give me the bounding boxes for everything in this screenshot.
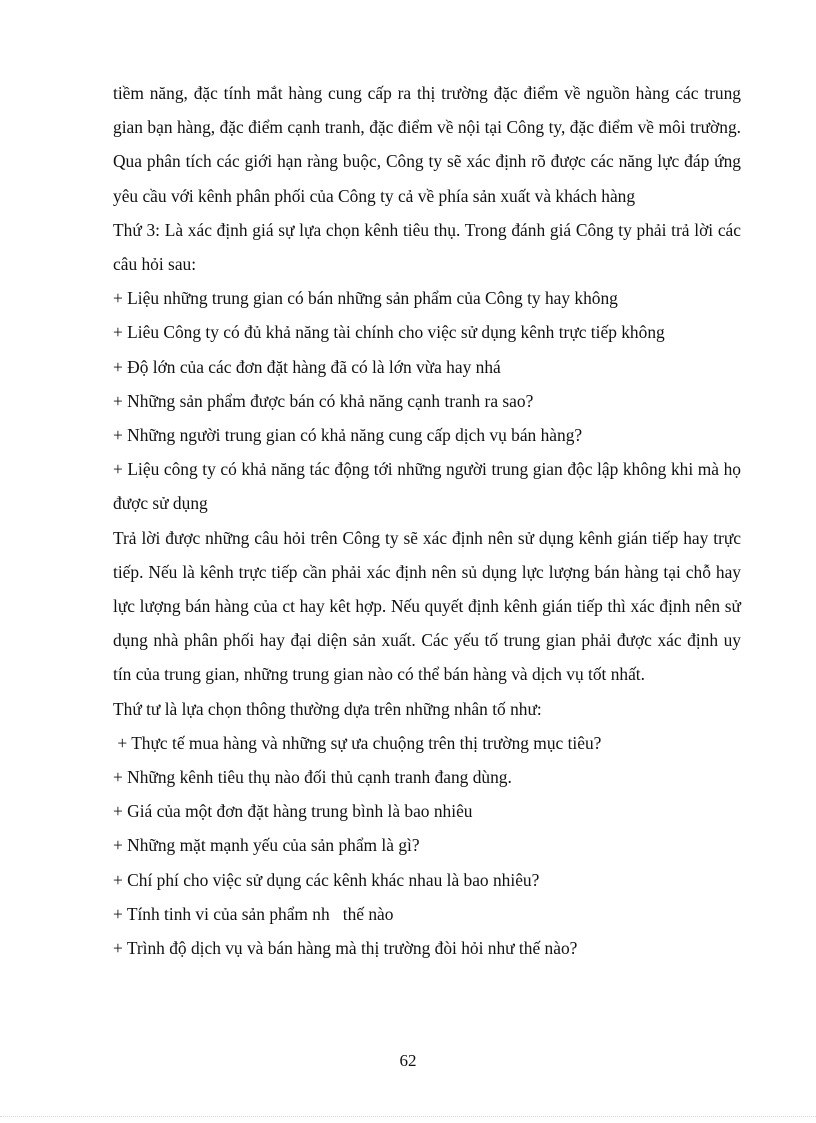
list-item: + Những kênh tiêu thụ nào đối thủ cạnh tranh đang dùng. xyxy=(113,767,512,788)
list-item: + Những sản phẩm được bán có khả năng cạnh tranh ra sao? xyxy=(113,390,534,411)
list-item: + Thực tế mua hàng và những sự ưa chuộng trên thị trường mục tiêu? xyxy=(113,732,602,753)
list-item: + Liệu công ty có khả năng tác động tới những người trung gian độc lập không khi mà họ được sử dụng xyxy=(113,459,741,514)
list-item: + Những người trung gian có khả năng cung cấp dịch vụ bán hàng? xyxy=(113,425,583,446)
list-item: + Liêu Công ty có đủ khả năng tài chính cho việc sử dụng kênh trực tiếp không xyxy=(113,322,665,343)
paragraph-fourth-step: Thứ tư là lựa chọn thông thường dựa trên những nhân tố như: xyxy=(113,698,542,719)
page-number: 62 xyxy=(399,1051,417,1070)
bottom-divider xyxy=(0,1116,816,1117)
paragraph-answers: Trả lời được những câu hỏi trên Công ty sẽ xác định nên sử dụng kênh gián tiếp hay trực tiếp. Nếu là kênh trực tiếp cần phải xác định nên sủ dụng lực lượng bán hàng tại chỗ hay lực lượng bán hàng của ct hay kêt hợp. Nếu quyết định kênh gián tiếp thì xác định nên sử dụng nhà phân phối hay đại diện sản xuất. Các yếu tố trung gian phải được xác định uy tín của trung gian, những trung gian nào có thể bán hàng và dịch vụ tốt nhất. xyxy=(113,527,741,685)
list-item: + Chí phí cho việc sử dụng các kênh khác nhau là bao nhiêu? xyxy=(113,869,540,890)
paragraph-third-step: Thứ 3: Là xác định giá sự lựa chọn kênh tiêu thụ. Trong đánh giá Công ty phải trả lời các câu hỏi sau: xyxy=(113,219,741,275)
list-item: + Giá của một đơn đặt hàng trung bình là bao nhiêu xyxy=(113,801,473,822)
page-body xyxy=(113,76,741,965)
list-item: + Tính tinh vi của sản phẩm nh thế nào xyxy=(113,903,394,924)
list-item: + Độ lớn của các đơn đặt hàng đã có là lớn vừa hay nhá xyxy=(113,356,501,377)
list-item: + Trình độ dịch vụ và bán hàng mà thị trường đòi hỏi như thế nào? xyxy=(113,938,578,959)
list-item: + Những mặt mạnh yếu của sản phẩm là gì? xyxy=(113,835,420,856)
paragraph-channel-constraints: tiềm năng, đặc tính mắt hàng cung cấp ra thị trường đặc điểm về nguồn hàng các trung gian bạn hàng, đặc điểm cạnh tranh, đặc điểm về nội tại Công ty, đặc điểm về môi trường. Qua phân tích các giới hạn ràng buộc, Công ty sẽ xác định rõ được các năng lực đáp ứng yêu cầu với kênh phân phối của Công ty cả về phía sản xuất và khách hàng xyxy=(113,83,741,206)
list-item: + Liệu những trung gian có bán những sản phẩm của Công ty hay không xyxy=(113,288,618,309)
